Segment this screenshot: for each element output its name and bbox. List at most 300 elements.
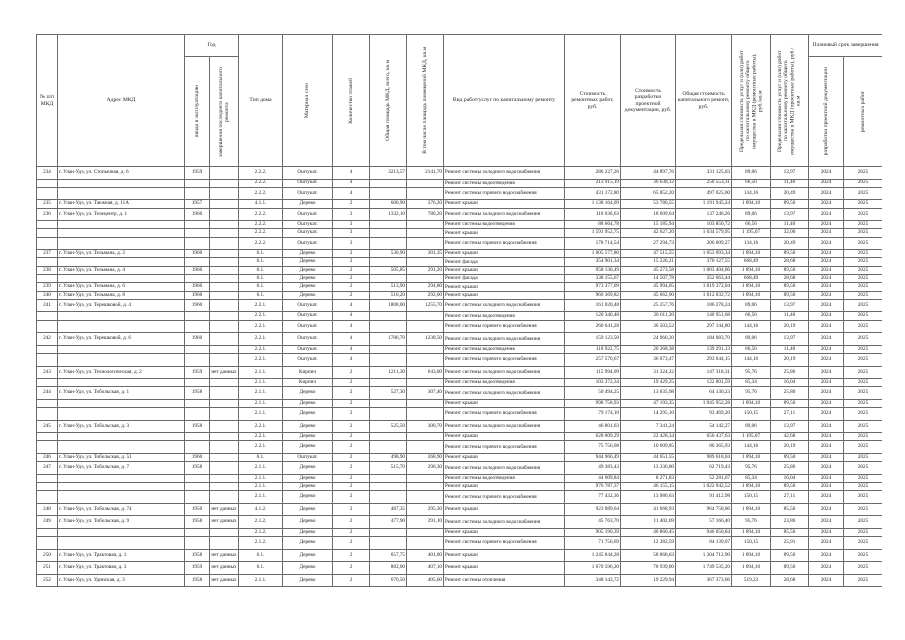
cell-floors: 2 xyxy=(333,549,370,562)
cell-wall-material: Оштукат. xyxy=(283,312,333,320)
cell-total-area xyxy=(370,433,407,441)
col-header-total-cost: Общая стоимость капитального ремонт, руб. xyxy=(676,35,732,167)
cell-plan-repair: 2025 xyxy=(844,237,882,250)
cell-design-cost: 8 271,83 xyxy=(621,474,676,482)
cell-total-cost: 1 749 535,20 xyxy=(676,562,732,575)
col-header-wall-material xyxy=(283,35,333,167)
cell-total-area xyxy=(370,408,407,421)
table-row xyxy=(37,441,883,454)
cell-num: 235 xyxy=(37,200,58,208)
cell-year-overhaul xyxy=(210,408,239,421)
cell-total-cost: 352 663,44 xyxy=(676,275,732,283)
cell-floors: 3 xyxy=(333,237,370,250)
table-row xyxy=(37,187,883,200)
cell-repair-cost: 71 756,69 xyxy=(565,537,621,550)
cell-year-built xyxy=(185,237,210,250)
cell-max-cost: 20,19 xyxy=(771,441,809,454)
cell-wall-material: Оштукат. xyxy=(283,237,333,250)
cell-wall-material: Оштукат. xyxy=(283,453,333,461)
cell-plan-design: 2024 xyxy=(809,408,844,421)
cell-living-area: 405,60 xyxy=(407,574,444,587)
cell-year-overhaul xyxy=(210,462,239,475)
cell-plan-design: 2024 xyxy=(809,462,844,475)
cell-year-built: 1957 xyxy=(185,200,210,208)
cell-year-built xyxy=(185,229,210,237)
cell-plan-design: 2024 xyxy=(809,399,844,407)
cell-total-cost: 103 850,72 xyxy=(676,221,732,229)
cell-work-type: Ремонт системы горячего водоснабжения xyxy=(444,237,565,250)
cell-max-cost: 89,50 xyxy=(771,250,809,258)
cell-year-built: 1958 xyxy=(185,516,210,529)
cell-living-area: 294,80 xyxy=(407,283,444,291)
table-body xyxy=(37,167,883,587)
cell-plan-repair: 2025 xyxy=(844,187,882,200)
cell-plan-repair: 2025 xyxy=(844,491,882,504)
cell-total-area: 530,90 xyxy=(370,250,407,258)
cell-repair-cost: 338 155,67 xyxy=(565,275,621,283)
cell-plan-design: 2024 xyxy=(809,453,844,461)
cell-repair-cost: 354 901,34 xyxy=(565,258,621,266)
table-row xyxy=(37,562,883,575)
cell-wall-material: Дерево xyxy=(283,462,333,475)
cell-floors: 4 xyxy=(333,312,370,320)
cell-address: г. Улан-Удэ, ул. Технологическая, д. 2 xyxy=(58,366,185,379)
cell-total-area: 670,50 xyxy=(370,574,407,587)
cell-year-overhaul xyxy=(210,379,239,387)
cell-year-built xyxy=(185,474,210,482)
cell-total-area: 513,90 xyxy=(370,283,407,291)
cell-living-area xyxy=(407,221,444,229)
cell-year-overhaul xyxy=(210,179,239,187)
col-header-year-built-text: ввода в эксплуатацию xyxy=(193,85,200,138)
cell-floors: 2 xyxy=(333,420,370,433)
cell-repair-cost: 944 966,49 xyxy=(565,453,621,461)
cell-living-area: 401,00 xyxy=(407,549,444,562)
cell-wall-material: Дерево xyxy=(283,516,333,529)
cell-plan-repair: 2025 xyxy=(844,562,882,575)
cell-year-built: 1960 xyxy=(185,266,210,274)
cell-max-cost: 20,19 xyxy=(771,320,809,333)
cell-design-cost: 45 662,90 xyxy=(621,291,676,299)
cell-house-type: 2.1.1. xyxy=(239,366,283,379)
cell-max-cost: 89,50 xyxy=(771,483,809,491)
cell-unit-cost: 668,49 xyxy=(732,258,771,266)
cell-unit-cost: 1 894,10 xyxy=(732,250,771,258)
cell-wall-material: Дерево xyxy=(283,266,333,274)
cell-total-cost: 367 373,66 xyxy=(676,574,732,587)
cell-total-area xyxy=(370,441,407,454)
cell-design-cost: 12 382,59 xyxy=(621,537,676,550)
cell-year-built: 1960 xyxy=(185,333,210,346)
cell-max-cost: 23,86 xyxy=(771,516,809,529)
cell-design-cost: 31 324,22 xyxy=(621,366,676,379)
cell-living-area xyxy=(407,379,444,387)
cell-design-cost: 65 852,20 xyxy=(621,187,676,200)
cell-wall-material: Оштукат. xyxy=(283,187,333,200)
table-header xyxy=(37,35,883,167)
cell-unit-cost: 1 894,10 xyxy=(732,483,771,491)
cell-plan-design: 2024 xyxy=(809,574,844,587)
cell-num xyxy=(37,237,58,250)
cell-unit-cost: 89,06 xyxy=(732,299,771,312)
cell-house-type: 2.1.1. xyxy=(239,387,283,400)
cell-repair-cost: 178 714,54 xyxy=(565,237,621,250)
cell-total-area xyxy=(370,221,407,229)
col-header-work-type: Вид работ/услуг по капитальному ремонту xyxy=(444,35,565,167)
cell-num xyxy=(37,221,58,229)
table-row xyxy=(37,516,883,529)
cell-address: г. Улан-Удэ, ул. Тельмана, д. 2 xyxy=(58,250,185,258)
cell-design-cost: 47 193,35 xyxy=(621,399,676,407)
table-row xyxy=(37,574,883,587)
table-row xyxy=(37,283,883,291)
cell-repair-cost: 103 372,34 xyxy=(565,379,621,387)
cell-repair-cost: 923 089,64 xyxy=(565,503,621,516)
cell-year-built: 1958 xyxy=(185,420,210,433)
cell-address: г. Улан-Удэ, ул. Тобольская, д. 74 xyxy=(58,503,185,516)
cell-house-type: 2.2.1. xyxy=(239,312,283,320)
cell-plan-design: 2024 xyxy=(809,291,844,299)
cell-floors: 2 xyxy=(333,441,370,454)
cell-total-area xyxy=(370,345,407,353)
cell-unit-cost: 150,15 xyxy=(732,537,771,550)
cell-repair-cost: 120 340,48 xyxy=(565,312,621,320)
cell-design-cost: 44 651,55 xyxy=(621,453,676,461)
table-row xyxy=(37,200,883,208)
cell-plan-design: 2024 xyxy=(809,187,844,200)
cell-plan-repair: 2025 xyxy=(844,345,882,353)
cell-plan-repair: 2025 xyxy=(844,333,882,346)
cell-total-area: 527,30 xyxy=(370,387,407,400)
cell-house-type: 2.1.1. xyxy=(239,462,283,475)
cell-total-cost: 297 144,80 xyxy=(676,320,732,333)
cell-address xyxy=(58,221,185,229)
cell-max-cost: 16,04 xyxy=(771,379,809,387)
cell-address xyxy=(58,528,185,536)
cell-house-type: 2.1.1. xyxy=(239,379,283,387)
cell-floors: 2 xyxy=(333,250,370,258)
col-header-max-cost-text: Предельная стоимость услуг и (или) работ по капитальному ремонту общего имущества в МКД (проектные работы), руб./кв.м xyxy=(777,46,802,155)
cell-unit-cost: 89,06 xyxy=(732,420,771,433)
cell-floors: 2 xyxy=(333,275,370,283)
cell-work-type: Ремонт фасада xyxy=(444,258,565,266)
cell-repair-cost: 1 138 164,09 xyxy=(565,200,621,208)
cell-year-built: 1960 xyxy=(185,291,210,299)
cell-total-area: 1332,10 xyxy=(370,208,407,221)
cell-floors: 4 xyxy=(333,354,370,367)
cell-floors: 4 xyxy=(333,167,370,180)
cell-max-cost: 25,91 xyxy=(771,537,809,550)
cell-house-type: 2.1.1. xyxy=(239,491,283,504)
cell-plan-repair: 2025 xyxy=(844,441,882,454)
cell-repair-cost: 44 009,84 xyxy=(565,474,621,482)
cell-year-overhaul xyxy=(210,387,239,400)
cell-design-cost: 45 273,58 xyxy=(621,266,676,274)
cell-living-area xyxy=(407,312,444,320)
cell-house-type: 2.2.2. xyxy=(239,208,283,221)
cell-floors: 2 xyxy=(333,291,370,299)
cell-num xyxy=(37,399,58,407)
cell-plan-repair: 2025 xyxy=(844,200,882,208)
cell-wall-material: Оштукат. xyxy=(283,333,333,346)
cell-num xyxy=(37,258,58,266)
cell-year-built xyxy=(185,345,210,353)
cell-unit-cost: 134,16 xyxy=(732,187,771,200)
cell-unit-cost: 668,49 xyxy=(732,275,771,283)
cell-year-built: 1958 xyxy=(185,462,210,475)
cell-design-cost: 36 638,12 xyxy=(621,179,676,187)
table-row xyxy=(37,275,883,283)
cell-year-overhaul: нет данных xyxy=(210,574,239,587)
cell-repair-cost: 1 245 844,28 xyxy=(565,549,621,562)
cell-unit-cost: 144,16 xyxy=(732,320,771,333)
cell-year-overhaul: нет данных xyxy=(210,366,239,379)
cell-design-cost: 13 980,63 xyxy=(621,491,676,504)
cell-max-cost: 89,50 xyxy=(771,453,809,461)
cell-num: 238 xyxy=(37,266,58,274)
col-header-living-area xyxy=(407,35,444,167)
cell-num xyxy=(37,379,58,387)
cell-max-cost: 85,50 xyxy=(771,528,809,536)
cell-num xyxy=(37,320,58,333)
cell-unit-cost: 1 894,10 xyxy=(732,528,771,536)
cell-total-area: 657,75 xyxy=(370,549,407,562)
cell-living-area xyxy=(407,187,444,200)
cell-max-cost: 27,11 xyxy=(771,491,809,504)
cell-repair-cost: 118 636,63 xyxy=(565,208,621,221)
cell-repair-cost: 905 190,39 xyxy=(565,528,621,536)
cell-max-cost: 25,86 xyxy=(771,462,809,475)
cell-num xyxy=(37,345,58,353)
table-row xyxy=(37,258,883,266)
cell-plan-repair: 2025 xyxy=(844,320,882,333)
cell-work-type: Ремонт фасада xyxy=(444,275,565,283)
cell-year-overhaul xyxy=(210,354,239,367)
col-header-floors-text: Количество этажей xyxy=(347,77,354,124)
cell-house-type: 2.2.2. xyxy=(239,179,283,187)
cell-work-type: Ремонт системы горячего водоснабжения xyxy=(444,491,565,504)
cell-repair-cost: 213 915,19 xyxy=(565,179,621,187)
cell-repair-cost: 1 670 596,20 xyxy=(565,562,621,575)
cell-repair-cost: 45 763,70 xyxy=(565,516,621,529)
cell-address: г. Улан-Удэ, ул. Телецентр, д. 1 xyxy=(58,208,185,221)
cell-plan-design: 2024 xyxy=(809,516,844,529)
cell-max-cost: 28,68 xyxy=(771,275,809,283)
cell-num: 234 xyxy=(37,167,58,180)
cell-total-cost: 250 553,31 xyxy=(676,179,732,187)
cell-wall-material: Дерево xyxy=(283,275,333,283)
cell-floors: 4 xyxy=(333,187,370,200)
cell-max-cost: 13,97 xyxy=(771,333,809,346)
cell-design-cost: 40 860,45 xyxy=(621,528,676,536)
cell-year-built xyxy=(185,187,210,200)
cell-floors: 3 xyxy=(333,229,370,237)
cell-house-type: 6.1. xyxy=(239,549,283,562)
cell-house-type: 6.1. xyxy=(239,275,283,283)
cell-unit-cost: 66,56 xyxy=(732,312,771,320)
cell-total-cost: 1 053 093,34 xyxy=(676,250,732,258)
cell-house-type: 2.1.1. xyxy=(239,408,283,421)
cell-plan-design: 2024 xyxy=(809,200,844,208)
cell-floors: 2 xyxy=(333,516,370,529)
table-row xyxy=(37,345,883,353)
cell-year-overhaul: нет данных xyxy=(210,503,239,516)
table-row xyxy=(37,221,883,229)
cell-max-cost: 13,97 xyxy=(771,299,809,312)
cell-work-type: Ремонт крыши xyxy=(444,433,565,441)
cell-year-built: 1960 xyxy=(185,299,210,312)
cell-wall-material: Дерево xyxy=(283,474,333,482)
cell-total-area xyxy=(370,179,407,187)
cell-floors: 2 xyxy=(333,491,370,504)
cell-unit-cost: 134,16 xyxy=(732,237,771,250)
cell-address xyxy=(58,237,185,250)
cell-wall-material: Оштукат. xyxy=(283,179,333,187)
cell-work-type: Ремонт крыши xyxy=(444,549,565,562)
cell-year-overhaul xyxy=(210,320,239,333)
cell-work-type: Ремонт системы водоотведения xyxy=(444,474,565,482)
cell-year-built xyxy=(185,528,210,536)
cell-design-cost: 14 507,78 xyxy=(621,275,676,283)
cell-total-cost: 57 166,40 xyxy=(676,516,732,529)
cell-living-area: 268,90 xyxy=(407,453,444,461)
cell-year-overhaul xyxy=(210,299,239,312)
cell-house-type: 2.2.1. xyxy=(239,354,283,367)
cell-address xyxy=(58,275,185,283)
cell-max-cost: 89,50 xyxy=(771,200,809,208)
cell-plan-design: 2024 xyxy=(809,320,844,333)
cell-living-area: 300,70 xyxy=(407,420,444,433)
cell-address: г. Улан-Удэ, ул. Тобольская, д. 3 xyxy=(58,420,185,433)
cell-wall-material: Кирпич xyxy=(283,366,333,379)
cell-year-built xyxy=(185,258,210,266)
table-row xyxy=(37,453,883,461)
cell-total-cost: 64 130,23 xyxy=(676,387,732,400)
cell-unit-cost: 1 894,10 xyxy=(732,549,771,562)
cell-floors: 2 xyxy=(333,266,370,274)
cell-work-type: Ремонт системы горячего водоснабжения xyxy=(444,441,565,454)
cell-floors: 4 xyxy=(333,179,370,187)
cell-work-type: Ремонт системы холодного водоснабжения xyxy=(444,516,565,529)
cell-num xyxy=(37,408,58,421)
col-header-address: Адрес МКД xyxy=(58,35,185,167)
cell-plan-design: 2024 xyxy=(809,420,844,433)
cell-plan-repair: 2025 xyxy=(844,167,882,180)
cell-repair-cost: 973 377,09 xyxy=(565,283,621,291)
cell-plan-repair: 2025 xyxy=(844,275,882,283)
cell-house-type: 2.2.2. xyxy=(239,237,283,250)
cell-total-cost: 293 644,15 xyxy=(676,354,732,367)
cell-wall-material: Дерево xyxy=(283,250,333,258)
cell-num: 247 xyxy=(37,462,58,475)
cell-house-type: 2.1.2. xyxy=(239,537,283,550)
cell-work-type: Ремонт системы горячего водоснабжения xyxy=(444,408,565,421)
cell-work-type: Ремонт системы водоотведения xyxy=(444,312,565,320)
cell-plan-design: 2024 xyxy=(809,433,844,441)
cell-total-area xyxy=(370,399,407,407)
cell-total-cost: 140 951,68 xyxy=(676,312,732,320)
cell-total-cost: 964 758,06 xyxy=(676,503,732,516)
cell-repair-cost: 431 172,80 xyxy=(565,187,621,200)
document-page xyxy=(36,34,882,622)
cell-repair-cost: 976 787,37 xyxy=(565,483,621,491)
cell-unit-cost: 95,76 xyxy=(732,366,771,379)
cell-work-type: Ремонт системы горячего водоснабжения xyxy=(444,187,565,200)
cell-address: г. Улан-Удэ, ул. Тобольская, д. 9 xyxy=(58,516,185,529)
cell-work-type: Ремонт крыши xyxy=(444,291,565,299)
cell-address xyxy=(58,312,185,320)
cell-max-cost: 11,40 xyxy=(771,312,809,320)
col-header-unit-cost xyxy=(732,35,771,167)
cell-total-area: 505,85 xyxy=(370,266,407,274)
cell-address xyxy=(58,483,185,491)
col-header-year-group: Год xyxy=(185,35,239,57)
cell-wall-material: Дерево xyxy=(283,387,333,400)
cell-unit-cost: 89,06 xyxy=(732,208,771,221)
cell-plan-repair: 2025 xyxy=(844,250,882,258)
col-header-total-area-text: Общая площадь МКД, всего, кв.м xyxy=(384,60,391,141)
cell-total-area xyxy=(370,474,407,482)
cell-num: 243 xyxy=(37,366,58,379)
cell-num xyxy=(37,433,58,441)
col-header-house-type: Тип дома xyxy=(239,35,283,167)
cell-wall-material: Дерево xyxy=(283,258,333,266)
cell-year-built: 1958 xyxy=(185,574,210,587)
cell-total-cost: 1 022 942,52 xyxy=(676,483,732,491)
cell-address: г. Улан-Удэ, ул. Тобольская, д. 7 xyxy=(58,462,185,475)
cell-plan-design: 2024 xyxy=(809,483,844,491)
cell-year-overhaul xyxy=(210,483,239,491)
col-header-year-overhaul-text: завершения последнего капитального ремонта xyxy=(217,66,230,157)
cell-floors: 2 xyxy=(333,387,370,400)
cell-total-area: 510,20 xyxy=(370,291,407,299)
cell-year-overhaul xyxy=(210,333,239,346)
cell-address xyxy=(58,354,185,367)
cell-address: г. Улан-Удэ, ул. Удинская, д. 3 xyxy=(58,574,185,587)
cell-address xyxy=(58,441,185,454)
cell-address: г. Улан-Удэ, ул. Тельмана, д. 6 xyxy=(58,283,185,291)
cell-unit-cost: 89,06 xyxy=(732,167,771,180)
cell-num: 239 xyxy=(37,283,58,291)
cell-design-cost: 13 635,98 xyxy=(621,387,676,400)
cell-plan-repair: 2025 xyxy=(844,408,882,421)
cell-living-area xyxy=(407,399,444,407)
cell-house-type: 2.2.1. xyxy=(239,441,283,454)
cell-unit-cost: 519,23 xyxy=(732,574,771,587)
cell-year-built xyxy=(185,275,210,283)
cell-year-built xyxy=(185,408,210,421)
cell-unit-cost: 1 195,07 xyxy=(732,433,771,441)
cell-total-cost: 86 365,93 xyxy=(676,441,732,454)
cell-house-type: 2.2.2. xyxy=(239,221,283,229)
cell-max-cost: 28,68 xyxy=(771,574,809,587)
cell-plan-design: 2024 xyxy=(809,345,844,353)
cell-wall-material: Оштукат. xyxy=(283,221,333,229)
cell-repair-cost: 79 174,10 xyxy=(565,408,621,421)
table-row xyxy=(37,503,883,516)
cell-unit-cost: 95,76 xyxy=(732,516,771,529)
cell-living-area: 780,20 xyxy=(407,208,444,221)
cell-design-cost: 15 185,94 xyxy=(621,221,676,229)
cell-max-cost: 20,49 xyxy=(771,187,809,200)
cell-num xyxy=(37,354,58,367)
cell-num xyxy=(37,312,58,320)
cell-plan-design: 2024 xyxy=(809,208,844,221)
cell-total-area xyxy=(370,258,407,266)
cell-living-area: 295,30 xyxy=(407,503,444,516)
cell-plan-design: 2024 xyxy=(809,354,844,367)
cell-max-cost: 11,40 xyxy=(771,179,809,187)
